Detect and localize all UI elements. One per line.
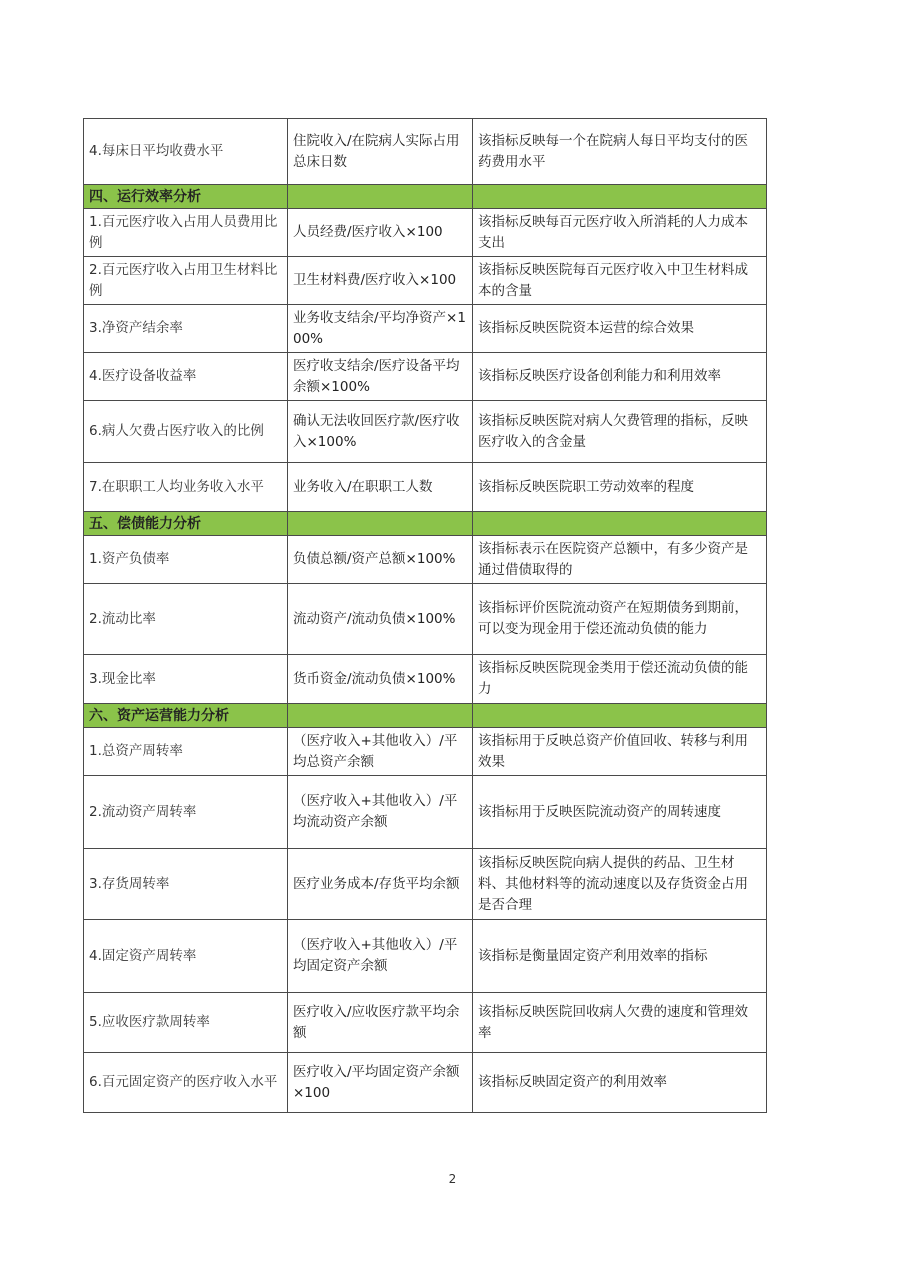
indicator-name-cell: 1.百元医疗收入占用人员费用比例 [84, 209, 288, 257]
description-cell: 该指标反映固定资产的利用效率 [473, 1053, 767, 1113]
table-row [84, 920, 767, 993]
section-empty-cell [473, 512, 767, 536]
indicator-name-cell: 5.应收医疗款周转率 [84, 993, 288, 1053]
description-cell: 该指标反映医疗设备创利能力和利用效率 [473, 353, 767, 401]
table-row [84, 728, 767, 776]
indicator-name-cell: 4.医疗设备收益率 [84, 353, 288, 401]
table-row [84, 584, 767, 655]
formula-cell: 卫生材料费/医疗收入×100 [288, 257, 473, 305]
formula-cell: 医疗收入/应收医疗款平均余额 [288, 993, 473, 1053]
table-row [84, 463, 767, 512]
indicator-name-cell: 2.百元医疗收入占用卫生材料比例 [84, 257, 288, 305]
table-row [84, 119, 767, 185]
table-row [84, 209, 767, 257]
indicator-name-cell: 2.流动资产周转率 [84, 776, 288, 849]
description-cell: 该指标反映医院对病人欠费管理的指标，反映医疗收入的含金量 [473, 401, 767, 463]
table-row [84, 536, 767, 584]
table-row [84, 849, 767, 920]
table-row [84, 1053, 767, 1113]
indicator-name-cell: 4.每床日平均收费水平 [84, 119, 288, 185]
formula-cell: （医疗收入+其他收入）/平均固定资产余额 [288, 920, 473, 993]
section-empty-cell [288, 512, 473, 536]
section-empty-cell [473, 704, 767, 728]
table-row [84, 401, 767, 463]
indicator-name-cell: 3.净资产结余率 [84, 305, 288, 353]
description-cell: 该指标反映医院每百元医疗收入中卫生材料成本的含量 [473, 257, 767, 305]
description-cell: 该指标反映每百元医疗收入所消耗的人力成本支出 [473, 209, 767, 257]
formula-cell: （医疗收入+其他收入）/平均流动资产余额 [288, 776, 473, 849]
formula-cell: 负债总额/资产总额×100% [288, 536, 473, 584]
indicator-table-body [84, 119, 767, 1113]
formula-cell: 医疗业务成本/存货平均余额 [288, 849, 473, 920]
section-empty-cell [288, 704, 473, 728]
formula-cell: 业务收支结余/平均净资产×100% [288, 305, 473, 353]
section-empty-cell [288, 185, 473, 209]
indicator-name-cell: 3.现金比率 [84, 655, 288, 704]
description-cell: 该指标反映每一个在院病人每日平均支付的医药费用水平 [473, 119, 767, 185]
section-title: 四、运行效率分析 [84, 185, 288, 209]
indicator-name-cell: 1.总资产周转率 [84, 728, 288, 776]
formula-cell: 流动资产/流动负债×100% [288, 584, 473, 655]
formula-cell: 医疗收支结余/医疗设备平均余额×100% [288, 353, 473, 401]
description-cell: 该指标反映医院现金类用于偿还流动负债的能力 [473, 655, 767, 704]
description-cell: 该指标用于反映总资产价值回收、转移与利用效果 [473, 728, 767, 776]
section-header-row [84, 704, 767, 728]
formula-cell: 人员经费/医疗收入×100 [288, 209, 473, 257]
formula-cell: 业务收入/在职职工人数 [288, 463, 473, 512]
formula-cell: 住院收入/在院病人实际占用总床日数 [288, 119, 473, 185]
description-cell: 该指标是衡量固定资产利用效率的指标 [473, 920, 767, 993]
indicator-name-cell: 6.百元固定资产的医疗收入水平 [84, 1053, 288, 1113]
section-header-row [84, 185, 767, 209]
section-empty-cell [473, 185, 767, 209]
formula-cell: 货币资金/流动负债×100% [288, 655, 473, 704]
description-cell: 该指标用于反映医院流动资产的周转速度 [473, 776, 767, 849]
indicator-name-cell: 4.固定资产周转率 [84, 920, 288, 993]
section-title: 六、资产运营能力分析 [84, 704, 288, 728]
formula-cell: （医疗收入+其他收入）/平均总资产余额 [288, 728, 473, 776]
indicator-name-cell: 6.病人欠费占医疗收入的比例 [84, 401, 288, 463]
description-cell: 该指标评价医院流动资产在短期债务到期前，可以变为现金用于偿还流动负债的能力 [473, 584, 767, 655]
indicator-name-cell: 2.流动比率 [84, 584, 288, 655]
formula-cell: 医疗收入/平均固定资产余额×100 [288, 1053, 473, 1113]
description-cell: 该指标反映医院职工劳动效率的程度 [473, 463, 767, 512]
table-row [84, 353, 767, 401]
page-number: 2 [448, 1172, 457, 1186]
table-row [84, 993, 767, 1053]
description-cell: 该指标反映医院资本运营的综合效果 [473, 305, 767, 353]
description-cell: 该指标反映医院回收病人欠费的速度和管理效率 [473, 993, 767, 1053]
description-cell: 该指标表示在医院资产总额中，有多少资产是通过借债取得的 [473, 536, 767, 584]
indicator-name-cell: 1.资产负债率 [84, 536, 288, 584]
indicator-table [83, 118, 767, 1113]
section-header-row [84, 512, 767, 536]
description-cell: 该指标反映医院向病人提供的药品、卫生材料、其他材料等的流动速度以及存货资金占用是否合理 [473, 849, 767, 920]
table-row [84, 305, 767, 353]
formula-cell: 确认无法收回医疗款/医疗收入×100% [288, 401, 473, 463]
indicator-name-cell: 3.存货周转率 [84, 849, 288, 920]
table-row [84, 776, 767, 849]
section-title: 五、偿债能力分析 [84, 512, 288, 536]
indicator-name-cell: 7.在职职工人均业务收入水平 [84, 463, 288, 512]
table-row [84, 257, 767, 305]
table-row [84, 655, 767, 704]
